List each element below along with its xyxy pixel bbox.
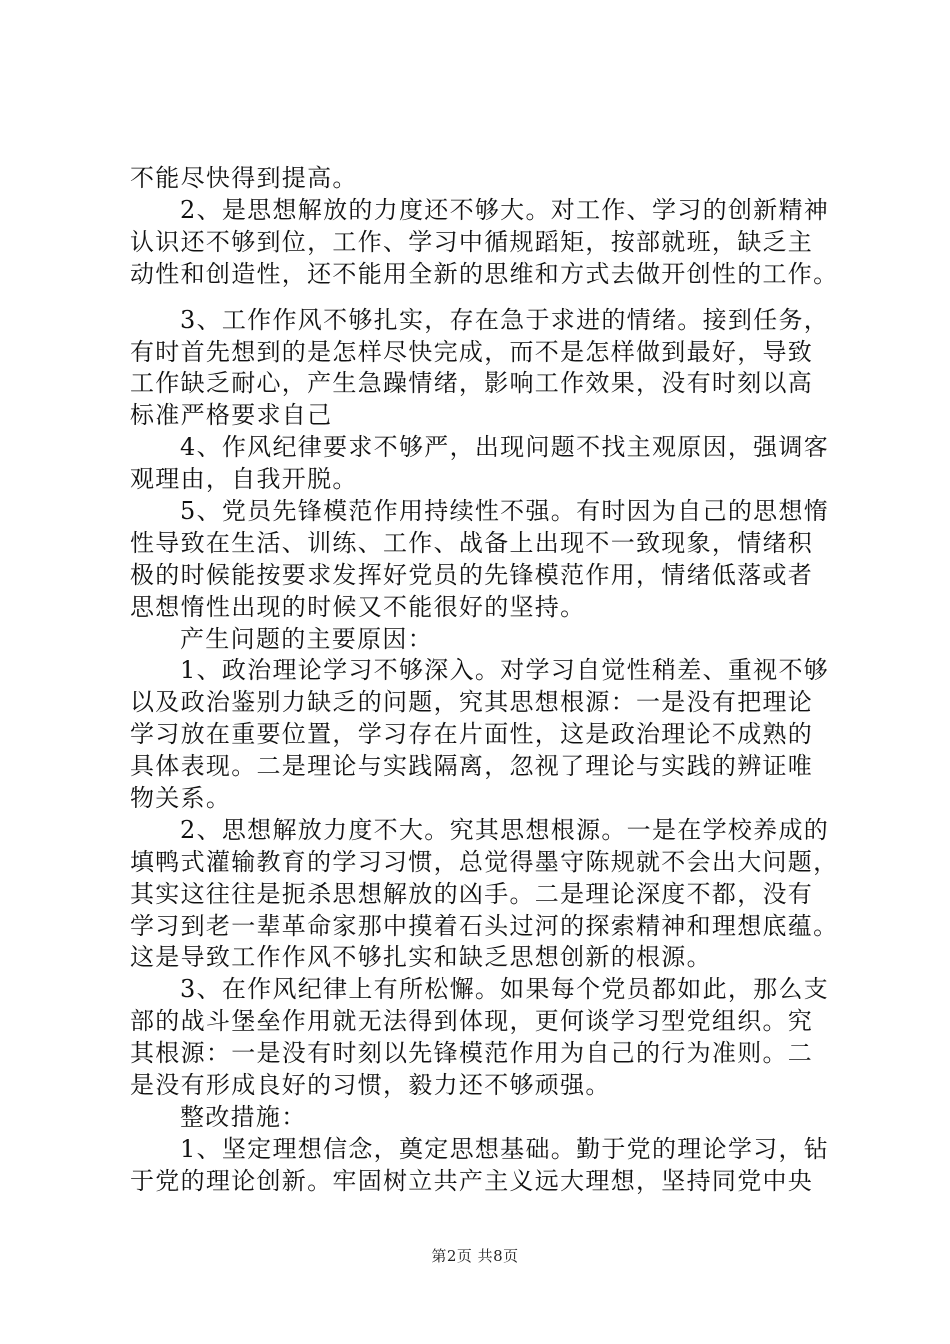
text-line: 这是导致工作作风不够扎实和缺乏思想创新的根源。 (130, 943, 712, 972)
section-heading: 产生问题的主要原因： (180, 624, 433, 653)
text-line: 是没有形成良好的习惯，毅力还不够顽强。 (130, 1071, 611, 1100)
text-line: 不能尽快得到提高。 (130, 164, 358, 192)
page-number-footer: 第2页 共8页 (431, 1247, 519, 1265)
text-line: 其实这往往是扼杀思想解放的凶手。二是理论深度不都，没有 (130, 879, 814, 908)
text-line: 3、工作作风不够扎实，存在急于求进的情绪。接到任务， (180, 305, 830, 334)
text-line: 动性和创造性，还不能用全新的思维和方式去做开创性的工作。 (130, 259, 839, 288)
document-body (130, 163, 850, 1198)
text-line: 学习到老一辈革命家那中摸着石头过河的探索精神和理想底蕴。 (130, 911, 839, 940)
section-heading: 整改措施： (180, 1102, 307, 1131)
text-line: 其根源：一是没有时刻以先锋模范作用为自己的行为准则。二 (130, 1039, 814, 1068)
text-line: 物关系。 (130, 784, 232, 813)
text-line: 5、党员先锋模范作用持续性不强。有时因为自己的思想惰 (180, 497, 830, 526)
text-line: 以及政治鉴别力缺乏的问题，究其思想根源：一是没有把理论 (130, 688, 814, 717)
text-line: 性导致在生活、训练、工作、战备上出现不一致现象，情绪积 (130, 528, 814, 557)
text-line: 2、是思想解放的力度还不够大。对工作、学习的创新精神 (180, 195, 830, 224)
text-line: 4、作风纪律要求不够严，出现问题不找主观原因，强调客 (180, 433, 830, 462)
text-line: 思想惰性出现的时候又不能很好的坚持。 (130, 592, 586, 621)
text-line: 标准严格要求自己 (130, 401, 333, 430)
text-line: 3、在作风纪律上有所松懈。如果每个党员都如此，那么支 (180, 975, 830, 1004)
text-line: 1、政治理论学习不够深入。对学习自觉性稍差、重视不够 (180, 656, 830, 685)
text-line: 极的时候能按要求发挥好党员的先锋模范作用，情绪低落或者 (130, 560, 814, 589)
text-line: 2、思想解放力度不大。究其思想根源。一是在学校养成的 (180, 815, 830, 844)
text-line: 认识还不够到位，工作、学习中循规蹈矩，按部就班，缺乏主 (130, 227, 814, 256)
text-line: 填鸭式灌输教育的学习习惯，总觉得墨守陈规就不会出大问题， (130, 847, 839, 876)
text-line: 具体表现。二是理论与实践隔离，忽视了理论与实践的辨证唯 (130, 752, 814, 781)
text-line: 观理由，自我开脱。 (130, 465, 358, 494)
text-line: 工作缺乏耐心，产生急躁情绪，影响工作效果，没有时刻以高 (130, 369, 814, 398)
text-line: 1、坚定理想信念，奠定思想基础。勤于党的理论学习，钻 (180, 1134, 830, 1163)
text-line: 学习放在重要位置，学习存在片面性，这是政治理论不成熟的 (130, 720, 814, 749)
text-line: 于党的理论创新。牢固树立共产主义远大理想，坚持同党中央 (130, 1166, 814, 1195)
text-line: 有时首先想到的是怎样尽快完成，而不是怎样做到最好，导致 (130, 337, 814, 366)
text-line: 部的战斗堡垒作用就无法得到体现，更何谈学习型党组织。究 (130, 1007, 814, 1036)
